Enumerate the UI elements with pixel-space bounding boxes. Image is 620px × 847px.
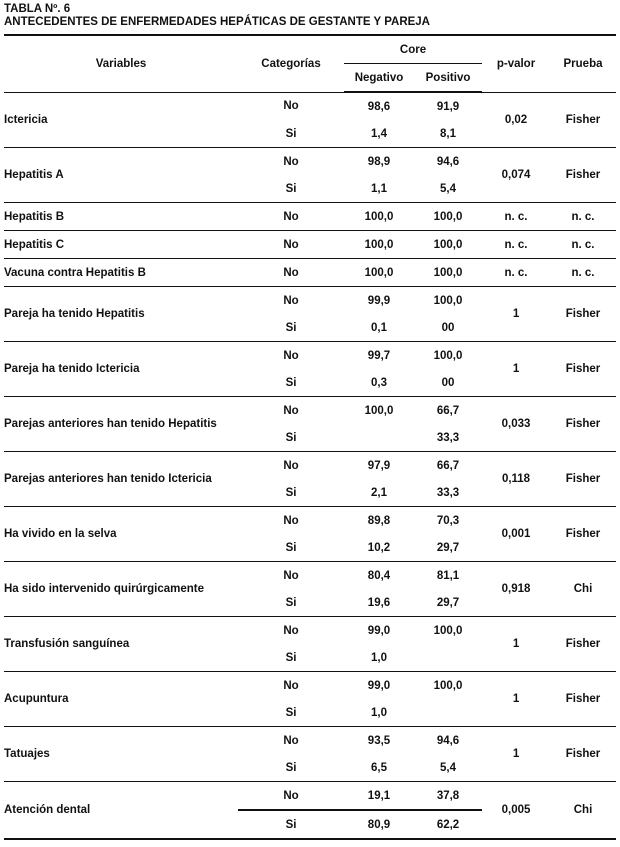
table-title: TABLA Nº. 6 [4, 3, 71, 15]
negativo-cell: 0,1 [371, 321, 387, 334]
prueba-cell: Fisher [550, 617, 616, 672]
category-cell: No [238, 397, 344, 425]
positivo-cell: 00 [441, 376, 455, 389]
negativo-cell: 80,4 [344, 562, 414, 590]
negativo-cell: 6,5 [371, 761, 387, 774]
table-row [4, 452, 616, 480]
table-row [4, 287, 616, 315]
positivo-cell: 62,2 [414, 810, 482, 839]
negativo-cell: 10,2 [367, 541, 391, 554]
positivo-cell [414, 644, 482, 672]
negativo-cell: 80,9 [344, 810, 414, 839]
negativo-cell: 97,9 [344, 452, 414, 480]
prueba-cell: n. c. [550, 231, 616, 259]
positivo-cell: 66,7 [414, 397, 482, 425]
negativo-cell: 1,0 [371, 706, 387, 719]
table-row [4, 727, 616, 755]
positivo-cell: 00 [441, 321, 455, 334]
category-cell: Si [285, 127, 297, 140]
category-cell: No [238, 92, 344, 120]
positivo-cell: 100,0 [414, 259, 482, 287]
header-prueba: Prueba [550, 35, 616, 92]
category-cell: No [238, 287, 344, 315]
negativo-cell: 2,1 [371, 486, 387, 499]
pvalor-cell: 0,001 [482, 507, 550, 562]
pvalor-cell: 1 [482, 672, 550, 727]
pvalor-cell: 1 [482, 727, 550, 782]
category-cell: Si [285, 541, 297, 554]
header-pvalor: p-valor [482, 35, 550, 92]
header-variables: Variables [4, 35, 238, 92]
table-body [4, 92, 616, 839]
table-row [4, 148, 616, 176]
table-row [4, 259, 616, 287]
variable-cell: Hepatitis C [4, 231, 238, 259]
prueba-cell: n. c. [550, 203, 616, 231]
category-cell: Si [238, 810, 344, 839]
variable-cell: Tatuajes [4, 727, 238, 782]
category-cell: No [238, 507, 344, 535]
header-negativo: Negativo [344, 64, 414, 93]
table-row [4, 342, 616, 370]
variable-cell: Pareja ha tenido Hepatitis [4, 287, 238, 342]
negativo-cell: 0,3 [371, 376, 387, 389]
category-cell: No [238, 562, 344, 590]
negativo-cell: 98,6 [344, 92, 414, 120]
pvalor-cell: 0,033 [482, 397, 550, 452]
variable-cell: Ictericia [4, 92, 238, 148]
variable-cell: Ha sido intervenido quirúrgicamente [4, 562, 238, 617]
negativo-cell: 1,0 [371, 651, 387, 664]
category-cell: Si [285, 486, 297, 499]
negativo-cell: 100,0 [344, 259, 414, 287]
positivo-cell: 8,1 [440, 127, 456, 140]
table-row [4, 617, 616, 645]
negativo-cell: 98,9 [344, 148, 414, 176]
positivo-cell: 5,4 [440, 182, 456, 195]
table-caption [4, 3, 430, 29]
category-cell: No [238, 148, 344, 176]
positivo-cell: 91,9 [414, 92, 482, 120]
positivo-cell: 29,7 [436, 541, 460, 554]
category-cell: No [238, 342, 344, 370]
pvalor-cell: 0,02 [482, 92, 550, 148]
positivo-cell: 100,0 [414, 287, 482, 315]
category-cell: Si [285, 596, 297, 609]
positivo-cell: 100,0 [414, 342, 482, 370]
negativo-cell: 99,0 [344, 617, 414, 645]
variable-cell: Parejas anteriores han tenido Ictericia [4, 452, 238, 507]
table-row [4, 203, 616, 231]
table-subtitle: ANTECEDENTES DE ENFERMEDADES HEPÁTICAS DE GESTANTE Y PAREJA [4, 16, 430, 28]
category-cell: No [238, 727, 344, 755]
positivo-cell: 29,7 [436, 596, 460, 609]
negativo-cell: 100,0 [344, 397, 414, 425]
positivo-cell: 37,8 [414, 782, 482, 811]
variable-cell: Pareja ha tenido Ictericia [4, 342, 238, 397]
variable-cell: Parejas anteriores han tenido Hepatitis [4, 397, 238, 452]
pvalor-cell: n. c. [482, 231, 550, 259]
positivo-cell: 70,3 [414, 507, 482, 535]
variable-cell: Vacuna contra Hepatitis B [4, 259, 238, 287]
positivo-cell: 94,6 [414, 148, 482, 176]
category-cell: Si [285, 182, 297, 195]
prueba-cell: n. c. [550, 259, 616, 287]
prueba-cell: Fisher [550, 287, 616, 342]
positivo-cell: 94,6 [414, 727, 482, 755]
header-core: Core [344, 35, 482, 64]
variable-cell: Ha vivido en la selva [4, 507, 238, 562]
pvalor-cell: n. c. [482, 203, 550, 231]
category-cell: Si [285, 651, 297, 664]
table-row [4, 562, 616, 590]
pvalor-cell: 1 [482, 287, 550, 342]
negativo-cell: 100,0 [344, 231, 414, 259]
prueba-cell: Fisher [550, 672, 616, 727]
negativo-cell: 99,7 [344, 342, 414, 370]
table-row [4, 672, 616, 700]
table-row [4, 397, 616, 425]
negativo-cell: 99,9 [344, 287, 414, 315]
pvalor-cell: 1 [482, 342, 550, 397]
prueba-cell: Fisher [550, 92, 616, 148]
negativo-cell: 19,1 [344, 782, 414, 811]
header-positivo: Positivo [414, 64, 482, 93]
hepatic-history-table [4, 34, 616, 840]
category-cell: Si [285, 706, 297, 719]
category-cell: Si [285, 431, 297, 444]
table-row [4, 92, 616, 120]
pvalor-cell: 0,918 [482, 562, 550, 617]
pvalor-cell: 0,074 [482, 148, 550, 203]
positivo-cell: 100,0 [414, 231, 482, 259]
category-cell: Si [285, 321, 297, 334]
positivo-cell: 100,0 [414, 617, 482, 645]
negativo-cell: 89,8 [344, 507, 414, 535]
category-cell: Si [285, 761, 297, 774]
category-cell: No [238, 452, 344, 480]
negativo-cell: 1,4 [371, 127, 387, 140]
category-cell: No [238, 782, 344, 811]
prueba-cell: Fisher [550, 452, 616, 507]
table-row [4, 231, 616, 259]
category-cell: No [238, 617, 344, 645]
negativo-cell: 93,5 [344, 727, 414, 755]
negativo-cell [344, 424, 414, 452]
positivo-cell: 5,4 [440, 761, 456, 774]
prueba-cell: Chi [550, 562, 616, 617]
negativo-cell: 100,0 [344, 203, 414, 231]
prueba-cell: Chi [550, 782, 616, 840]
variable-cell: Acupuntura [4, 672, 238, 727]
variable-cell: Hepatitis A [4, 148, 238, 203]
pvalor-cell: 1 [482, 617, 550, 672]
table-row [4, 507, 616, 535]
negativo-cell: 19,6 [367, 596, 391, 609]
positivo-cell: 66,7 [414, 452, 482, 480]
prueba-cell: Fisher [550, 397, 616, 452]
prueba-cell: Fisher [550, 727, 616, 782]
prueba-cell: Fisher [550, 342, 616, 397]
positivo-cell: 33,3 [436, 431, 460, 444]
variable-cell: Hepatitis B [4, 203, 238, 231]
category-cell: Si [285, 376, 297, 389]
pvalor-cell: 0,118 [482, 452, 550, 507]
header-categorias: Categorías [238, 35, 344, 92]
variable-cell: Atención dental [4, 782, 238, 840]
category-cell: No [238, 259, 344, 287]
negativo-cell: 99,0 [344, 672, 414, 700]
category-cell: No [238, 672, 344, 700]
positivo-cell: 81,1 [414, 562, 482, 590]
negativo-cell: 1,1 [371, 182, 387, 195]
positivo-cell: 33,3 [436, 486, 460, 499]
category-cell: No [238, 203, 344, 231]
positivo-cell: 100,0 [414, 672, 482, 700]
prueba-cell: Fisher [550, 148, 616, 203]
variable-cell: Transfusión sanguínea [4, 617, 238, 672]
pvalor-cell: 0,005 [482, 782, 550, 840]
category-cell: No [238, 231, 344, 259]
pvalor-cell: n. c. [482, 259, 550, 287]
prueba-cell: Fisher [550, 507, 616, 562]
positivo-cell [414, 699, 482, 727]
table-row [4, 782, 616, 811]
positivo-cell: 100,0 [414, 203, 482, 231]
